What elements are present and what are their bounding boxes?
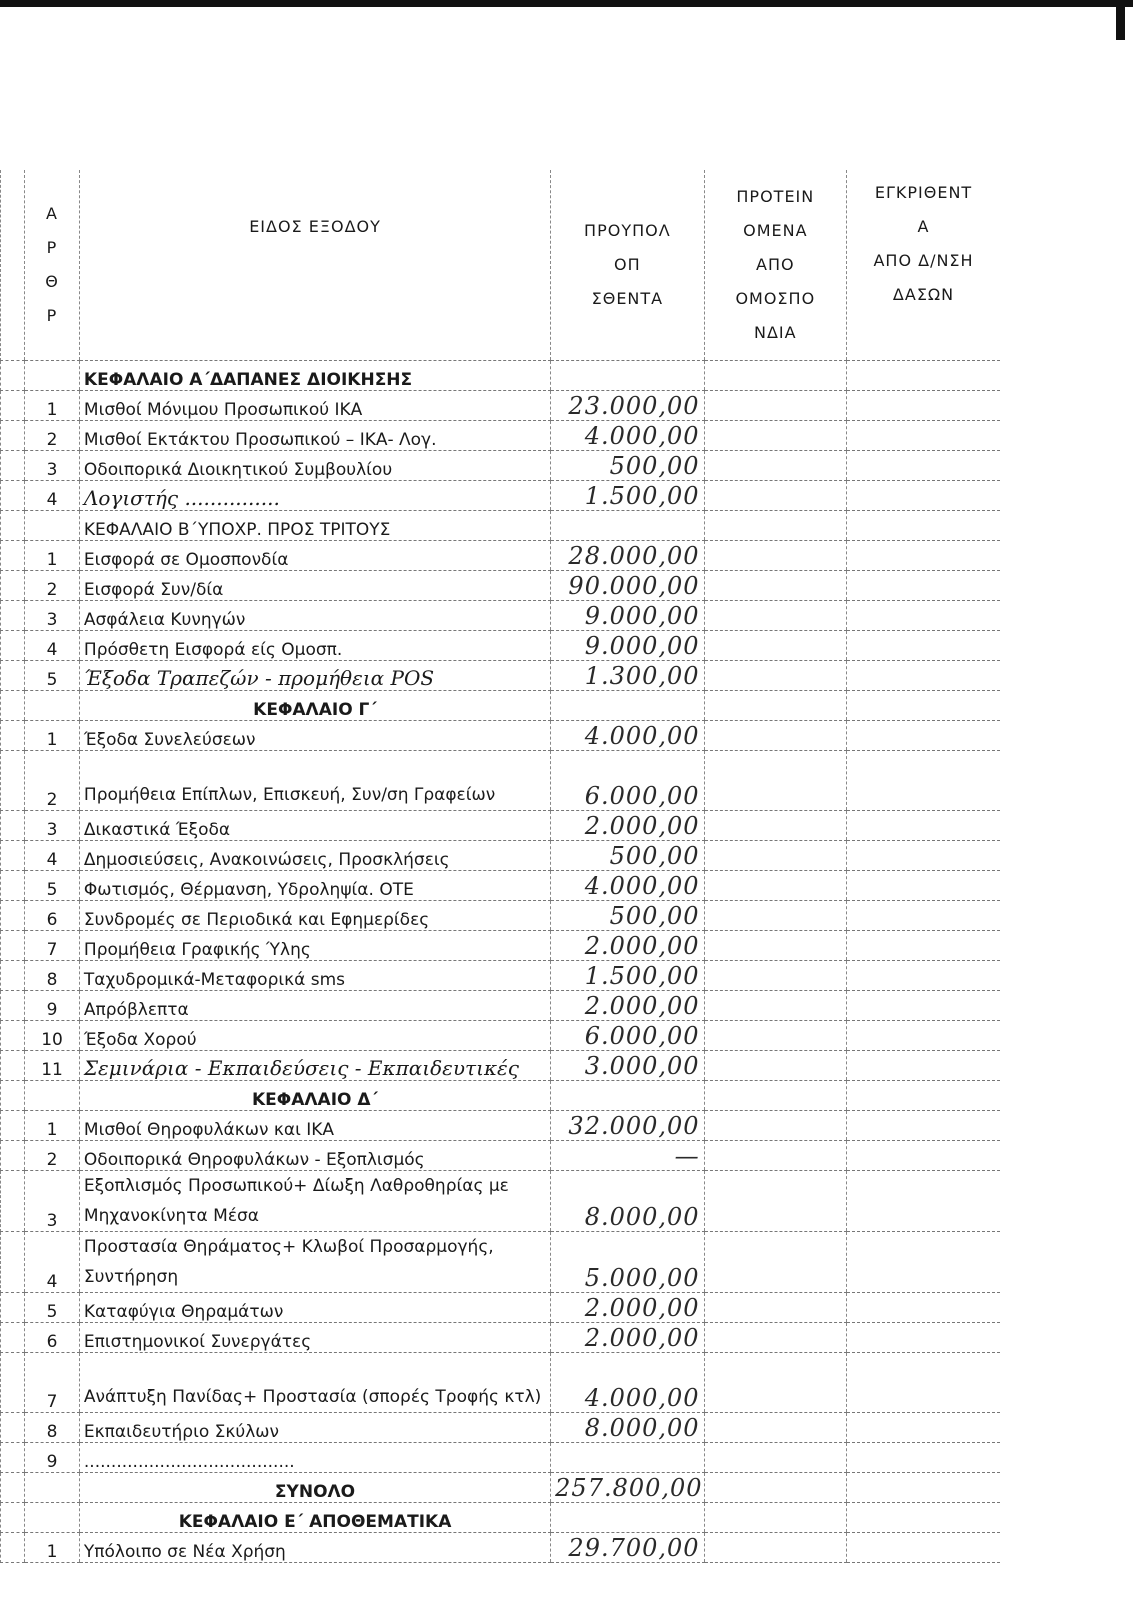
budget-cell: [551, 1080, 704, 1110]
budgeted-amount: 2.000,00: [551, 1292, 704, 1322]
cut-off-cell: [1, 1412, 25, 1442]
article-number: 4: [25, 1231, 80, 1292]
header-approved: ΕΓΚΡΙΘΕΝΤ Α ΑΠΟ Δ/ΝΣΗ ΔΑΣΩΝ: [847, 170, 1000, 360]
approved-cell: [847, 990, 1000, 1020]
expense-description: Πρόσθετη Εισφορά είς Ομοσπ.: [79, 630, 550, 660]
header-arthro: Α Ρ Θ Ρ: [25, 170, 80, 360]
approved-cell: [847, 510, 1000, 540]
cut-off-cell: [1, 1292, 25, 1322]
expense-row: [1, 960, 1001, 990]
proposed-cell: [704, 630, 846, 660]
cut-off-cell: [1, 1532, 25, 1562]
expense-row: [1, 990, 1001, 1020]
expense-description: Οδοιπορικά Διοικητικού Συμβουλίου: [79, 450, 550, 480]
cut-off-cell: [1, 750, 25, 810]
expense-row: [1, 540, 1001, 570]
cut-off-cell: [1, 840, 25, 870]
expense-description: Εκπαιδευτήριο Σκύλων: [79, 1412, 550, 1442]
expense-description: Εισφορά σε Ομοσπονδία: [79, 540, 550, 570]
cut-off-cell: [1, 870, 25, 900]
budgeted-amount: 4.000,00: [551, 720, 704, 750]
chapter-title: ΚΕΦΑΛΑΙΟ Δ΄: [79, 1080, 550, 1110]
number-cell: [25, 1080, 80, 1110]
expense-description: Οδοιπορικά Θηροφυλάκων - Εξοπλισμός: [79, 1140, 550, 1170]
approved-cell: [847, 360, 1000, 390]
article-number: 3: [25, 450, 80, 480]
expense-description: Προμήθεια Επίπλων, Επισκευή, Συν/ση Γραφείων: [79, 750, 550, 810]
approved-cell: [847, 1322, 1000, 1352]
cut-off-cell: [1, 630, 25, 660]
article-number: 4: [25, 630, 80, 660]
proposed-cell: [704, 480, 846, 510]
budgeted-amount: 23.000,00: [551, 390, 704, 420]
budgeted-amount: 5.000,00: [551, 1231, 704, 1292]
budget-cell: [551, 360, 704, 390]
proposed-cell: [704, 840, 846, 870]
cut-off-cell: [1, 1472, 25, 1502]
number-cell: [25, 1472, 80, 1502]
header-description: ΕΙΔΟΣ ΕΞΟΔΟΥ: [79, 170, 550, 360]
cut-off-cell: [1, 960, 25, 990]
expense-row: [1, 1322, 1001, 1352]
approved-cell: [847, 930, 1000, 960]
proposed-cell: [704, 1110, 846, 1140]
budgeted-amount: 4.000,00: [551, 1352, 704, 1412]
proposed-cell: [704, 1140, 846, 1170]
proposed-cell: [704, 360, 846, 390]
proposed-cell: [704, 1322, 846, 1352]
proposed-cell: [704, 810, 846, 840]
budgeted-amount: 9.000,00: [551, 600, 704, 630]
approved-cell: [847, 1352, 1000, 1412]
expense-description: Εισφορά Συν/δία: [79, 570, 550, 600]
article-number: 1: [25, 1110, 80, 1140]
article-number: 4: [25, 840, 80, 870]
budgeted-amount: 500,00: [551, 840, 704, 870]
approved-cell: [847, 450, 1000, 480]
number-cell: [25, 1502, 80, 1532]
cut-off-cell: [1, 1322, 25, 1352]
budget-cell: [551, 690, 704, 720]
expense-row: [1, 870, 1001, 900]
article-number: 1: [25, 1532, 80, 1562]
proposed-cell: [704, 510, 846, 540]
expense-description: Λογιστής ...............: [79, 480, 550, 510]
cut-off-cell: [1, 660, 25, 690]
cut-off-cell: [1, 420, 25, 450]
cut-off-cell: [1, 540, 25, 570]
article-number: 3: [25, 1170, 80, 1231]
cut-off-cell: [1, 1050, 25, 1080]
number-cell: [25, 690, 80, 720]
budgeted-amount: 4.000,00: [551, 870, 704, 900]
budget-cell: [551, 1502, 704, 1532]
approved-cell: [847, 720, 1000, 750]
approved-cell: [847, 1170, 1000, 1231]
budgeted-amount: 6.000,00: [551, 750, 704, 810]
chapter-row: [1, 1080, 1001, 1110]
proposed-cell: [704, 1050, 846, 1080]
approved-cell: [847, 1080, 1000, 1110]
budgeted-amount: 2.000,00: [551, 810, 704, 840]
approved-cell: [847, 420, 1000, 450]
expense-row: [1, 750, 1001, 810]
expense-row: [1, 630, 1001, 660]
article-number: 5: [25, 660, 80, 690]
proposed-cell: [704, 600, 846, 630]
approved-cell: [847, 960, 1000, 990]
chapter-row: [1, 1502, 1001, 1532]
cut-off-cell: [1, 1502, 25, 1532]
budgeted-amount: [551, 1442, 704, 1472]
approved-cell: [847, 540, 1000, 570]
article-number: 2: [25, 420, 80, 450]
budgeted-amount: 8.000,00: [551, 1170, 704, 1231]
expense-description: Προμήθεια Γραφικής Ύλης: [79, 930, 550, 960]
budgeted-amount: 29.700,00: [551, 1532, 704, 1562]
expense-description: Σεμινάρια - Εκπαιδεύσεις - Εκπαιδευτικές: [79, 1050, 550, 1080]
expense-description: Απρόβλεπτα: [79, 990, 550, 1020]
expense-row: [1, 600, 1001, 630]
expense-row: [1, 1170, 1001, 1231]
proposed-cell: [704, 720, 846, 750]
expense-description: Ανάπτυξη Πανίδας+ Προστασία (σπορές Τροφής κτλ): [79, 1352, 550, 1412]
article-number: 11: [25, 1050, 80, 1080]
proposed-cell: [704, 690, 846, 720]
budgeted-amount: 1.500,00: [551, 480, 704, 510]
scan-top-border: [0, 0, 1133, 7]
header-proposed: ΠΡΟΤΕΙΝ ΟΜΕΝΑ ΑΠΟ ΟΜΟΣΠΟ ΝΔΙΑ: [704, 170, 846, 360]
expense-description: Εξοπλισμός Προσωπικού+ Δίωξη Λαθροθηρίας με Μηχανοκίνητα Μέσα: [79, 1170, 550, 1231]
expense-row: [1, 390, 1001, 420]
expense-description: Φωτισμός, Θέρμανση, Υδροληψία. ΟΤΕ: [79, 870, 550, 900]
cut-off-cell: [1, 900, 25, 930]
budget-cell: [551, 510, 704, 540]
proposed-cell: [704, 1231, 846, 1292]
number-cell: [25, 360, 80, 390]
approved-cell: [847, 1412, 1000, 1442]
expense-row: [1, 570, 1001, 600]
expense-row: [1, 660, 1001, 690]
approved-cell: [847, 1231, 1000, 1292]
expense-row: [1, 1231, 1001, 1292]
budgeted-amount: 3.000,00: [551, 1050, 704, 1080]
expense-row: [1, 450, 1001, 480]
proposed-cell: [704, 420, 846, 450]
budgeted-amount: 2.000,00: [551, 930, 704, 960]
cut-off-cell: [1, 690, 25, 720]
expense-row: [1, 1110, 1001, 1140]
cut-off-cell: [1, 720, 25, 750]
approved-cell: [847, 570, 1000, 600]
proposed-cell: [704, 990, 846, 1020]
approved-cell: [847, 390, 1000, 420]
budgeted-amount: 2.000,00: [551, 1322, 704, 1352]
article-number: 8: [25, 960, 80, 990]
total-amount: 257.800,00: [551, 1472, 704, 1502]
article-number: 6: [25, 900, 80, 930]
expense-description: Προστασία Θηράματος+ Κλωβοί Προσαρμογής, Συντήρηση: [79, 1231, 550, 1292]
chapter-title: ΚΕΦΑΛΑΙΟ Ε΄ ΑΠΟΘΕΜΑΤΙΚΑ: [79, 1502, 550, 1532]
proposed-cell: [704, 450, 846, 480]
cut-off-cell: [1, 480, 25, 510]
article-number: 3: [25, 600, 80, 630]
cut-off-cell: [1, 1352, 25, 1412]
proposed-cell: [704, 540, 846, 570]
cut-off-cell: [1, 1020, 25, 1050]
budgeted-amount: —: [551, 1140, 704, 1170]
number-cell: [25, 510, 80, 540]
article-number: 5: [25, 870, 80, 900]
article-number: 9: [25, 990, 80, 1020]
article-number: 3: [25, 810, 80, 840]
article-number: 10: [25, 1020, 80, 1050]
proposed-cell: [704, 960, 846, 990]
approved-cell: [847, 1442, 1000, 1472]
approved-cell: [847, 630, 1000, 660]
approved-cell: [847, 1050, 1000, 1080]
chapter-title: ΚΕΦΑΛΑΙΟ Γ΄: [79, 690, 550, 720]
expense-description: Μισθοί Θηροφυλάκων και ΙΚΑ: [79, 1110, 550, 1140]
proposed-cell: [704, 750, 846, 810]
proposed-cell: [704, 870, 846, 900]
article-number: 7: [25, 930, 80, 960]
expense-description: Έξοδα Συνελεύσεων: [79, 720, 550, 750]
approved-cell: [847, 1292, 1000, 1322]
approved-cell: [847, 480, 1000, 510]
cut-off-cell: [1, 390, 25, 420]
proposed-cell: [704, 1412, 846, 1442]
expense-description: Έξοδα Χορού: [79, 1020, 550, 1050]
cut-off-cell: [1, 810, 25, 840]
article-number: 5: [25, 1292, 80, 1322]
approved-cell: [847, 1532, 1000, 1562]
expense-row: [1, 1442, 1001, 1472]
budgeted-amount: 2.000,00: [551, 990, 704, 1020]
expense-description: Συνδρομές σε Περιοδικά και Εφημερίδες: [79, 900, 550, 930]
article-number: 4: [25, 480, 80, 510]
article-number: 9: [25, 1442, 80, 1472]
budgeted-amount: 6.000,00: [551, 1020, 704, 1050]
budget-table: [0, 170, 1000, 1563]
article-number: 2: [25, 1140, 80, 1170]
expense-row: [1, 1140, 1001, 1170]
header-budgeted: ΠΡΟΥΠΟΛ ΟΠ ΣΘΕΝΤΑ: [551, 170, 704, 360]
article-number: 7: [25, 1352, 80, 1412]
expense-description: Ταχυδρομικά-Μεταφορικά sms: [79, 960, 550, 990]
expense-row: [1, 930, 1001, 960]
proposed-cell: [704, 660, 846, 690]
budgeted-amount: 1.500,00: [551, 960, 704, 990]
expense-description: Υπόλοιπο σε Νέα Χρήση: [79, 1532, 550, 1562]
expense-row: [1, 420, 1001, 450]
proposed-cell: [704, 900, 846, 930]
budgeted-amount: 28.000,00: [551, 540, 704, 570]
cut-off-cell: [1, 1140, 25, 1170]
budgeted-amount: 500,00: [551, 900, 704, 930]
approved-cell: [847, 1140, 1000, 1170]
cut-off-cell: [1, 360, 25, 390]
expense-row: [1, 810, 1001, 840]
cut-off-cell: [1, 1231, 25, 1292]
expense-row: [1, 1412, 1001, 1442]
expense-description: Έξοδα Τραπεζών - προμήθεια POS: [79, 660, 550, 690]
chapter-row: [1, 510, 1001, 540]
article-number: 6: [25, 1322, 80, 1352]
chapter-title: ΚΕΦΑΛΑΙΟ Β΄ΥΠΟΧΡ. ΠΡΟΣ ΤΡΙΤΟΥΣ: [79, 510, 550, 540]
expense-row: [1, 1020, 1001, 1050]
cut-off-column: [1, 170, 25, 360]
approved-cell: [847, 870, 1000, 900]
chapter-title: ΚΕΦΑΛΑΙΟ Α΄ΔΑΠΑΝΕΣ ΔΙΟΙΚΗΣΗΣ: [79, 360, 550, 390]
cut-off-cell: [1, 600, 25, 630]
approved-cell: [847, 750, 1000, 810]
article-number: 2: [25, 570, 80, 600]
approved-cell: [847, 1502, 1000, 1532]
proposed-cell: [704, 1532, 846, 1562]
expense-description: Δικαστικά Έξοδα: [79, 810, 550, 840]
budgeted-amount: 4.000,00: [551, 420, 704, 450]
total-row: [1, 1472, 1001, 1502]
budgeted-amount: 8.000,00: [551, 1412, 704, 1442]
article-number: 2: [25, 750, 80, 810]
cut-off-cell: [1, 450, 25, 480]
article-number: 1: [25, 390, 80, 420]
article-number: 1: [25, 720, 80, 750]
approved-cell: [847, 600, 1000, 630]
expense-row: [1, 480, 1001, 510]
expense-row: [1, 1050, 1001, 1080]
expense-row: [1, 720, 1001, 750]
expense-row: [1, 1532, 1001, 1562]
proposed-cell: [704, 1292, 846, 1322]
approved-cell: [847, 840, 1000, 870]
expense-row: [1, 900, 1001, 930]
proposed-cell: [704, 570, 846, 600]
expense-description: Δημοσιεύσεις, Ανακοινώσεις, Προσκλήσεις: [79, 840, 550, 870]
approved-cell: [847, 1110, 1000, 1140]
proposed-cell: [704, 930, 846, 960]
proposed-cell: [704, 1080, 846, 1110]
budgeted-amount: 1.300,00: [551, 660, 704, 690]
cut-off-cell: [1, 930, 25, 960]
cut-off-cell: [1, 1170, 25, 1231]
budgeted-amount: 90.000,00: [551, 570, 704, 600]
expense-row: [1, 840, 1001, 870]
expense-description: Καταφύγια Θηραμάτων: [79, 1292, 550, 1322]
chapter-row: [1, 690, 1001, 720]
scan-right-border: [1116, 0, 1125, 40]
approved-cell: [847, 690, 1000, 720]
approved-cell: [847, 810, 1000, 840]
article-number: 8: [25, 1412, 80, 1442]
proposed-cell: [704, 1170, 846, 1231]
cut-off-cell: [1, 1080, 25, 1110]
expense-description: Ασφάλεια Κυνηγών: [79, 600, 550, 630]
approved-cell: [847, 660, 1000, 690]
approved-cell: [847, 1020, 1000, 1050]
budgeted-amount: 500,00: [551, 450, 704, 480]
approved-cell: [847, 1472, 1000, 1502]
budgeted-amount: 32.000,00: [551, 1110, 704, 1140]
proposed-cell: [704, 1502, 846, 1532]
expense-row: [1, 1352, 1001, 1412]
chapter-row: [1, 360, 1001, 390]
cut-off-cell: [1, 990, 25, 1020]
cut-off-cell: [1, 570, 25, 600]
cut-off-cell: [1, 1442, 25, 1472]
expense-row: [1, 1292, 1001, 1322]
proposed-cell: [704, 1442, 846, 1472]
budgeted-amount: 9.000,00: [551, 630, 704, 660]
expense-description: .......................................: [79, 1442, 550, 1472]
article-number: 1: [25, 540, 80, 570]
proposed-cell: [704, 1472, 846, 1502]
proposed-cell: [704, 390, 846, 420]
total-label: ΣΥΝΟΛΟ: [79, 1472, 550, 1502]
approved-cell: [847, 900, 1000, 930]
cut-off-cell: [1, 1110, 25, 1140]
expense-description: Μισθοί Εκτάκτου Προσωπικού – ΙΚΑ- Λογ.: [79, 420, 550, 450]
cut-off-cell: [1, 510, 25, 540]
expense-description: Μισθοί Μόνιμου Προσωπικού ΙΚΑ: [79, 390, 550, 420]
proposed-cell: [704, 1352, 846, 1412]
table-header: [1, 170, 1001, 360]
expense-description: Επιστημονικοί Συνεργάτες: [79, 1322, 550, 1352]
proposed-cell: [704, 1020, 846, 1050]
